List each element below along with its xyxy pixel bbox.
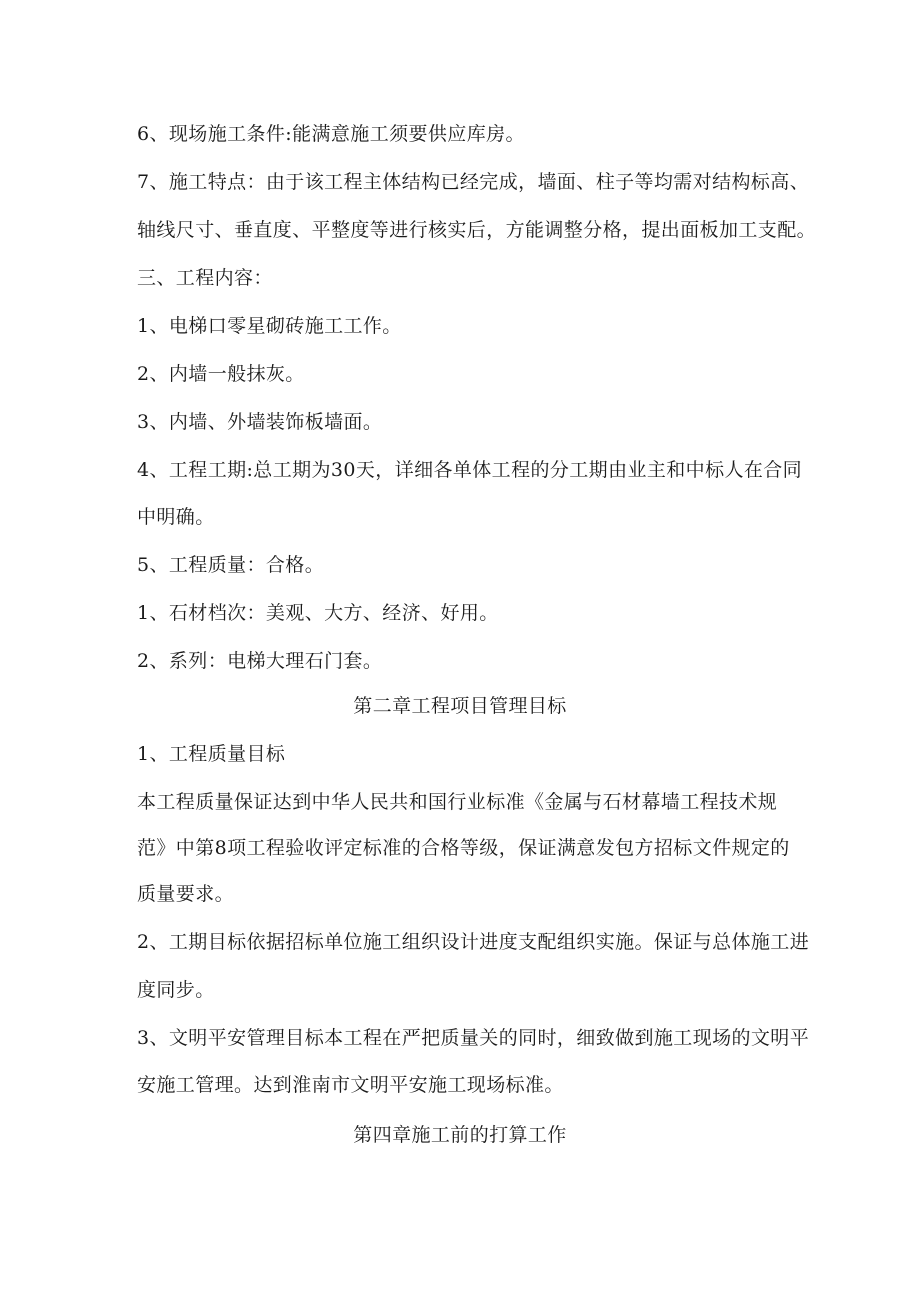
text-line: 质量要求。 — [137, 883, 235, 905]
chapter-heading: 第二章工程项目管理目标 — [353, 695, 567, 717]
text-line: 7、施工特点：由于该工程主体结构已经完成，墙面、柱子等均需对结构标高、 — [137, 171, 810, 193]
text-line: 中明确。 — [137, 506, 215, 528]
section-heading: 三、工程内容： — [137, 267, 273, 289]
text-line: 1、石材档次：美观、大方、经济、好用。 — [137, 602, 499, 624]
text-line: 1、电梯口零星砌砖施工工作。 — [137, 315, 402, 337]
text-line: 度同步。 — [137, 979, 215, 1001]
text-line: 2、系列：电梯大理石门套。 — [137, 650, 383, 672]
text-line: 6、现场施工条件:能满意施工须要供应库房。 — [137, 123, 525, 145]
text-line: 5、工程质量：合格。 — [137, 554, 325, 576]
text-line: 3、内墙、外墙装饰板墙面。 — [137, 411, 383, 433]
text-line: 本工程质量保证达到中华人民共和国行业标准《金属与石材幕墙工程技术规 — [137, 791, 778, 813]
text-line: 3、文明平安管理目标本工程在严把质量关的同时，细致做到施工现场的文明平 — [137, 1027, 810, 1049]
text-line: 轴线尺寸、垂直度、平整度等进行核实后，方能调整分格，提出面板加工支配。 — [137, 219, 817, 241]
text-line: 范》中第8项工程验收评定标准的合格等级，保证满意发包方招标文件规定的 — [137, 837, 790, 859]
text-line: 1、工程质量目标 — [137, 743, 286, 765]
chapter-heading: 第四章施工前的打算工作 — [353, 1124, 567, 1146]
text-line: 安施工管理。达到淮南市文明平安施工现场标准。 — [137, 1074, 564, 1096]
text-line: 4、工程工期:总工期为30天，详细各单体工程的分工期由业主和中标人在合同 — [137, 459, 803, 481]
text-line: 2、工期目标依据招标单位施工组织设计进度支配组织实施。保证与总体施工进 — [137, 931, 810, 953]
text-line: 2、内墙一般抹灰。 — [137, 363, 305, 385]
